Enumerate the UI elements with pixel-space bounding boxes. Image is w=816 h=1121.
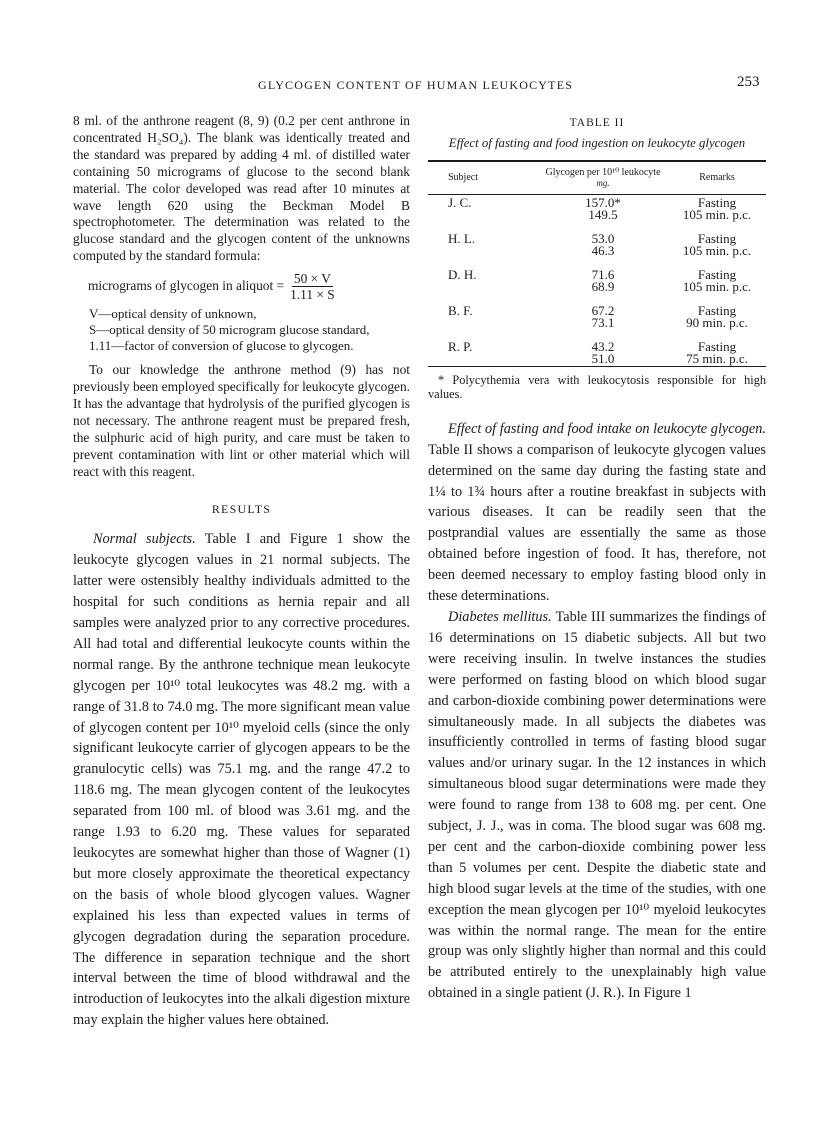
table-row (428, 353, 766, 366)
cell-glycogen-fasting: 53.0 (591, 230, 615, 246)
fasting-text: Table II shows a comparison of leukocyte glycogen values determined on the same day during the fasting state and 1¼ to 1¾ hours after a routine breakfast in subjects with various diseases. It can be readily seen that the postprandial values are essentially the same as those obtained before ingestion of food. It has, therefore, not been deemed necessary to employ fasting blood only in these determinations. (428, 441, 766, 605)
cell-subject-blank (428, 317, 538, 341)
header-remarks: Remarks (699, 171, 735, 183)
cell-glycogen-postprandial: 68.9 (591, 279, 615, 295)
glycogen-formula (88, 271, 410, 302)
table-footnote-text: * Polycythemia vera with leukocytosis responsible for high values. (428, 372, 766, 401)
running-header (0, 70, 816, 100)
cell-remark-postprandial: 105 min. p.c. (682, 207, 752, 223)
definition-s: S—optical density of 50 microgram glucose standard, (89, 322, 370, 338)
cell-remark-postprandial: 105 min. p.c. (682, 243, 752, 259)
cell-remark-fasting: Fasting (697, 338, 737, 354)
running-title: GLYCOGEN CONTENT OF HUMAN LEUKOCYTES (258, 78, 574, 92)
cell-glycogen-fasting: 67.2 (591, 302, 615, 318)
cell-subject-blank (428, 245, 538, 269)
fasting-runin: Effect of fasting and food intake on leukocyte glycogen. (448, 420, 766, 437)
table-title: TABLE II (569, 117, 625, 129)
table-row (428, 245, 766, 269)
cell-subject: B. F. (448, 302, 473, 318)
cell-remark-postprandial: 90 min. p.c. (686, 315, 748, 331)
fasting-paragraph (428, 419, 766, 607)
formula-denominator: 1.11 × S (290, 287, 335, 303)
glycogen-table (428, 162, 766, 366)
cell-remark-fasting: Fasting (697, 230, 737, 246)
cell-remark-fasting: Fasting (697, 194, 737, 210)
results-heading: RESULTS (211, 501, 272, 516)
cell-subject: H. L. (448, 230, 476, 246)
table-caption: Effect of fasting and food ingestion on leukocyte glycogen (448, 135, 746, 150)
cell-remark-fasting: Fasting (697, 302, 737, 318)
cell-subject: J. C. (448, 194, 472, 210)
diabetes-runin: Diabetes mellitus. (448, 608, 552, 625)
cell-glycogen-fasting: 71.6 (591, 266, 615, 282)
cell-glycogen-postprandial: 46.3 (591, 243, 615, 259)
cell-glycogen-fasting: 157.0* (585, 194, 621, 210)
cell-glycogen-postprandial: 51.0 (591, 351, 615, 367)
diabetes-text: Table III summarizes the findings of 16 determinations on 15 diabetic subjects. All but two were receiving insulin. In twelve instances the studies were performed on fasting blood on which blood sugar and carbon-dioxide combining power determinations were simultaneously made. In all subjects the diabetes was insufficiently controlled in terms of fasting blood sugar values and/or urinary sugar. In the 12 instances in which simultaneous blood sugar determinations were made they were found to range from 138 to 608 mg. per cent. One subject, J. J., was in coma. The blood sugar was 608 mg. per cent and the carbon-dioxide combining power less than 5 volumes per cent. Despite the diabetic state and high blood sugar levels at the time of the studies, with one exception the mean glycogen per 10¹⁰ myeloid leukocytes was within the normal range. The mean for the entire group was only slightly higher than normal and this could be attributed entirely to the unexplainably high value obtained in a single patient (J. R.). In Figure 1 (428, 608, 766, 1002)
cell-subject-blank (428, 353, 538, 366)
table-row (428, 317, 766, 341)
methods-paragraph: 8 ml. of the anthrone reagent (8, 9) (0.2 per cent anthrone in concentrated H₂SO₄). The blank was identically treated and the standard was prepared by adding 4 ml. of distilled water containing 50 micrograms of glucose to the second blank material. The color developed was read after 10 minutes at wave length 620 using the Beckman Model B spectrophotometer. The determination was related to the glucose standard and the glycogen content of the unknowns computed by the standard formula: (73, 113, 410, 264)
definition-v: V—optical density of unknown, (89, 306, 257, 322)
cell-subject: R. P. (448, 338, 473, 354)
cell-glycogen-postprandial: 149.5 (588, 207, 618, 223)
table-row (428, 281, 766, 305)
normal-subjects-runin: Normal subjects. (93, 531, 196, 548)
diabetes-paragraph (428, 607, 766, 1004)
header-glycogen-unit: mg. (596, 177, 610, 188)
cell-glycogen-fasting: 43.2 (591, 338, 615, 354)
page-number: 253 (737, 74, 760, 90)
left-column (73, 113, 410, 1031)
table-footnote (428, 373, 766, 401)
header-glycogen (538, 162, 668, 194)
table-row (428, 209, 766, 233)
header-glycogen-label: Glycogen per 10¹⁰ leukocyte (545, 166, 661, 178)
definition-factor: 1.11—factor of conversion of glucose to glycogen. (89, 338, 354, 354)
cell-remark-fasting: Fasting (697, 266, 737, 282)
cell-remark-postprandial: 105 min. p.c. (682, 279, 752, 295)
formula-fraction (288, 271, 337, 302)
cell-subject-blank (428, 281, 538, 305)
cell-subject-blank (428, 209, 538, 233)
formula-definitions (89, 306, 410, 354)
formula-numerator: 50 × V (293, 271, 331, 287)
right-column (428, 115, 766, 1004)
normal-subjects-paragraph (73, 529, 410, 1031)
cell-remark-postprandial: 75 min. p.c. (686, 351, 748, 367)
cell-glycogen-postprandial: 73.1 (591, 315, 615, 331)
table-header-row (428, 162, 766, 194)
anthrone-paragraph: To our knowledge the anthrone method (9) has not previously been employed specifically for leukocyte glycogen. It has the advantage that hydrolysis of the purified glycogen is not necessary. The anthrone reagent must be prepared fresh, the sulphuric acid of high purity, and care must be taken to prevent contamination with lint or other material which will react with this reagent. (73, 362, 410, 479)
cell-subject: D. H. (448, 266, 477, 282)
formula-lhs: micrograms of glycogen in aliquot = (88, 278, 285, 294)
normal-subjects-text: Table I and Figure 1 show the leukocyte glycogen values in 21 normal subjects. The latter were ostensibly healthy individuals admitted to the hospital for such conditions as hernia repair and all samples were analyzed prior to any corrective procedures. All had total and differential leukocyte counts within the normal range. By the anthrone technique mean leukocyte glycogen per 10¹⁰ total leukocytes was 48.2 mg. with a range of 31.8 to 74.0 mg. The more significant mean value of glycogen content per 10¹⁰ myeloid cells (since the only significant leukocyte carrier of glycogen appears to be the granulocytic cells) was 75.1 mg. and the range 47.2 to 118.6 mg. The mean glycogen content of the leukocytes separated from 100 ml. of blood was 3.61 mg. and the range 1.93 to 6.20 mg. These values for separated leukocytes are somewhat higher than those of Wagner (1) but more closely approximate the theoretical expectancy on the basis of whole blood glycogen values. Wagner explained his less than expected values in terms of glycogen degradation during the separation procedure. The difference in separation technique and the short interval between the time of blood withdrawal and the introduction of leukocytes into the alkali digestion mixture may explain the higher values here obtained. (73, 531, 410, 1029)
header-subject: Subject (448, 171, 478, 183)
